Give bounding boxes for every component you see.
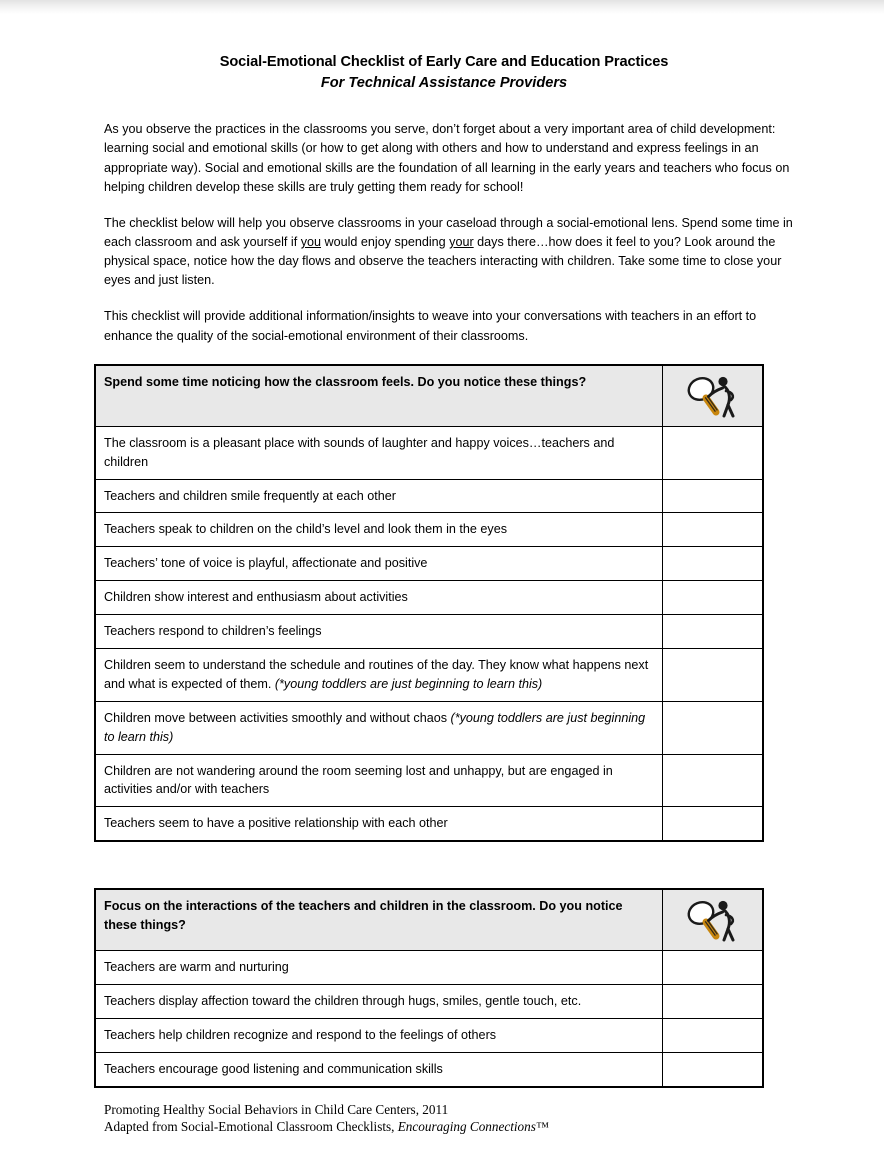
table-row [95,701,763,754]
table-row [95,807,763,841]
checklist-table-1 [94,364,764,842]
table-1-header-icon-cell [663,365,764,427]
checklist-item-label: Teachers respond to children’s feelings [95,615,663,649]
checklist-mark-cell[interactable] [663,807,764,841]
footer-brand-name: Encouraging Connections™ [397,1118,549,1134]
intro-p2-underline-your: your [449,235,474,250]
table-2-header-row [95,889,763,951]
checklist-mark-cell[interactable] [663,754,764,807]
table-spacer [94,842,794,888]
checklist-mark-cell[interactable] [663,985,764,1019]
intro-paragraph-2 [104,214,794,291]
document-body [94,0,794,1136]
footer-source-line: Promoting Healthy Social Behaviors in Child Care Centers, 2011 [104,1101,449,1117]
checklist-item-note: (*young toddlers are just beginning to learn this) [274,676,543,691]
table-row [95,1018,763,1052]
checklist-mark-cell[interactable] [663,1018,764,1052]
checklist-table-2-wrapper [94,888,794,1088]
intro-p2-part-a: The checklist below will help you observe classrooms in your caseload through a social-emotional lens. Spend some time in each classroom and ask yourself if [104,215,793,250]
checklist-item-text: Children move between activities smoothly and without chaos [104,710,451,725]
checklist-mark-cell[interactable] [663,479,764,513]
checklist-item-label: Teachers encourage good listening and communication skills [95,1052,663,1086]
checklist-item-note: (*young toddlers are just beginning to learn this) [104,710,646,744]
intro-p2-part-b: would enjoy spending [321,235,450,250]
checklist-mark-cell[interactable] [663,951,764,985]
checklist-mark-cell[interactable] [663,701,764,754]
checklist-table-2-body [95,889,763,1087]
page-title [94,52,794,94]
table-row [95,985,763,1019]
magnifying-glass-observer-icon [671,373,755,419]
table-row [95,581,763,615]
table-row [95,615,763,649]
checklist-item-label [95,701,663,754]
intro-paragraph-1: As you observe the practices in the classrooms you serve, don’t forget about a very important area of child development: learning social and emotional skills (or how to get along with others and how to understand and express feelings in an appropriate way). Social and emotional skills are the foundation of all learning in the early years and teachers who focus on helping children develop these skills are truly getting them ready for school! [104,122,790,194]
intro-paragraph-3: This checklist will provide additional information/insights to weave into your conversations with teachers in an effort to enhance the quality of the social-emotional environment of their classrooms. [104,309,757,343]
title-subtitle: For Technical Assistance Providers [320,75,568,92]
table-row [95,754,763,807]
checklist-mark-cell[interactable] [663,547,764,581]
checklist-item-label: Teachers display affection toward the children through hugs, smiles, gentle touch, etc. [95,985,663,1019]
table-row [95,648,763,701]
title-primary: Social-Emotional Checklist of Early Care and Education Practices [219,54,669,70]
table-row [95,1052,763,1086]
checklist-item-label: Teachers and children smile frequently at each other [95,479,663,513]
checklist-item-label: Teachers are warm and nurturing [95,951,663,985]
table-row [95,479,763,513]
checklist-mark-cell[interactable] [663,581,764,615]
magnifying-glass-observer-icon [671,897,755,943]
checklist-mark-cell[interactable] [663,426,764,479]
footer-adapted-text: Adapted from Social-Emotional Classroom Checklists, [104,1118,398,1134]
checklist-item-label: The classroom is a pleasant place with sounds of laughter and happy voices…teachers and children [95,426,663,479]
intro-p2-part-c: days there…how does it feel to you? Look around the physical space, notice how the day flows and observe the teachers interacting with children. Take some time to close your eyes and just listen. [104,235,782,288]
checklist-mark-cell[interactable] [663,615,764,649]
document-footer [104,1102,794,1136]
table-row [95,951,763,985]
footer-adapted-line [104,1119,794,1136]
table-row [95,547,763,581]
checklist-table-2 [94,888,764,1088]
table-1-header-row [95,365,763,427]
table-2-header-icon-cell [663,889,764,951]
table-1-header-label: Spend some time noticing how the classroom feels. Do you notice these things? [95,365,663,427]
checklist-item-label [95,648,663,701]
checklist-mark-cell[interactable] [663,648,764,701]
checklist-item-label: Teachers seem to have a positive relationship with each other [95,807,663,841]
checklist-mark-cell[interactable] [663,513,764,547]
checklist-item-text: Children seem to understand the schedule and routines of the day. They know what happens next and what is expected of them. [104,657,649,691]
checklist-item-label: Children show interest and enthusiasm about activities [95,581,663,615]
checklist-table-1-body [95,365,763,841]
checklist-item-label: Children are not wandering around the room seeming lost and unhappy, but are engaged in activities and/or with teachers [95,754,663,807]
table-row [95,513,763,547]
intro-p2-underline-you: you [300,235,322,250]
checklist-item-label: Teachers help children recognize and respond to the feelings of others [95,1018,663,1052]
checklist-table-1-wrapper [94,364,794,842]
table-2-header-label: Focus on the interactions of the teachers and children in the classroom. Do you notice these things? [95,889,663,951]
checklist-item-label: Teachers speak to children on the child’s level and look them in the eyes [95,513,663,547]
checklist-item-label: Teachers’ tone of voice is playful, affectionate and positive [95,547,663,581]
checklist-mark-cell[interactable] [663,1052,764,1086]
table-row [95,426,763,479]
